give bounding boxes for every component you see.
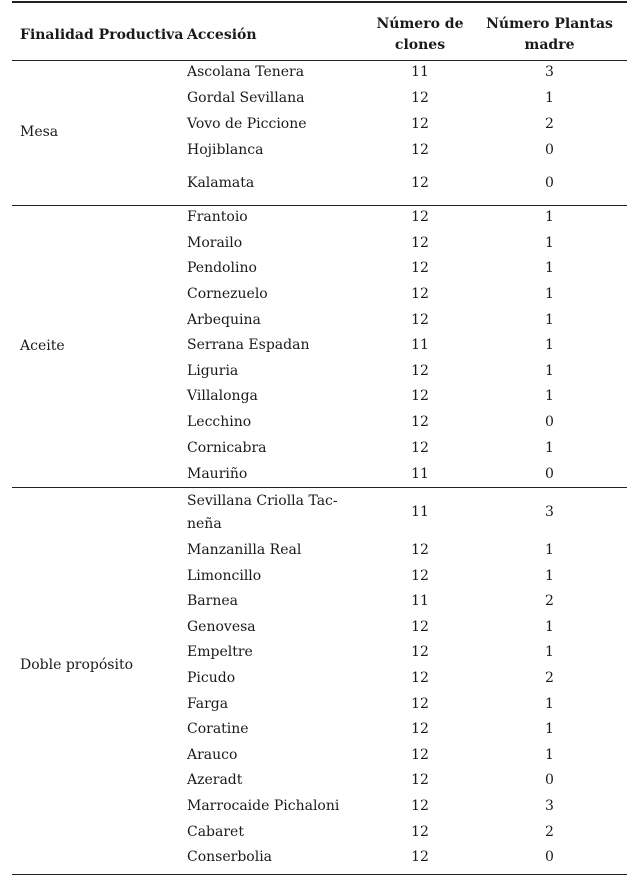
cell-clones: 12 xyxy=(411,90,429,106)
cell-plantas: 1 xyxy=(545,235,554,251)
group-label: Aceite xyxy=(20,338,65,354)
cell-accesion-line: Sevillana Criolla Tac- xyxy=(187,493,338,509)
cell-plantas: 3 xyxy=(545,504,554,520)
group-label: Mesa xyxy=(20,124,59,140)
cell-plantas: 1 xyxy=(545,388,554,404)
header-plantas xyxy=(482,14,617,56)
cell-clones: 11 xyxy=(411,337,429,353)
cell-plantas: 1 xyxy=(545,90,554,106)
cell-plantas: 0 xyxy=(545,175,554,191)
cell-accesion xyxy=(187,490,338,536)
cell-plantas: 0 xyxy=(545,142,554,158)
cell-accesion: Barnea xyxy=(187,593,238,609)
cell-plantas: 2 xyxy=(545,593,554,609)
cell-clones: 12 xyxy=(411,414,429,430)
cell-accesion: Morailo xyxy=(187,235,243,251)
cell-accesion: Genovesa xyxy=(187,619,256,635)
cell-accesion: Kalamata xyxy=(187,175,255,191)
cell-accesion: Hojiblanca xyxy=(187,142,264,158)
cell-accesion-line: neña xyxy=(187,516,222,532)
cell-clones: 12 xyxy=(411,312,429,328)
cell-clones: 12 xyxy=(411,116,429,132)
cell-accesion: Farga xyxy=(187,696,229,712)
cell-plantas: 1 xyxy=(545,209,554,225)
cell-accesion: Vovo de Piccione xyxy=(187,116,307,132)
cell-plantas: 1 xyxy=(545,619,554,635)
cell-accesion: Frantoio xyxy=(187,209,248,225)
cell-clones: 12 xyxy=(411,286,429,302)
cell-plantas: 1 xyxy=(545,260,554,276)
cell-clones: 12 xyxy=(411,849,429,865)
cell-accesion: Conserbolia xyxy=(187,849,273,865)
cell-clones: 12 xyxy=(411,260,429,276)
cell-clones: 12 xyxy=(411,670,429,686)
cell-plantas: 2 xyxy=(545,116,554,132)
cell-accesion: Empeltre xyxy=(187,644,253,660)
cell-plantas: 1 xyxy=(545,440,554,456)
cell-clones: 12 xyxy=(411,696,429,712)
cell-clones: 12 xyxy=(411,175,429,191)
cell-clones: 12 xyxy=(411,235,429,251)
cell-plantas: 0 xyxy=(545,849,554,865)
cell-plantas: 3 xyxy=(545,64,554,80)
cell-accesion: Mauriño xyxy=(187,466,248,482)
cell-accesion: Azeradt xyxy=(187,772,243,788)
cell-accesion: Arbequina xyxy=(187,312,261,328)
cell-plantas: 1 xyxy=(545,542,554,558)
cell-plantas: 1 xyxy=(545,337,554,353)
group-rule xyxy=(12,205,627,206)
cell-clones: 12 xyxy=(411,721,429,737)
cell-plantas: 0 xyxy=(545,466,554,482)
cell-clones: 12 xyxy=(411,209,429,225)
cell-clones: 11 xyxy=(411,593,429,609)
cell-plantas: 2 xyxy=(545,670,554,686)
cell-plantas: 1 xyxy=(545,696,554,712)
cell-plantas: 1 xyxy=(545,363,554,379)
cell-accesion: Coratine xyxy=(187,721,249,737)
group-label: Doble propósito xyxy=(20,657,134,673)
header-finalidad: Finalidad Productiva xyxy=(20,27,184,43)
cell-clones: 12 xyxy=(411,644,429,660)
cell-plantas: 2 xyxy=(545,824,554,840)
cell-clones: 11 xyxy=(411,466,429,482)
header-clones-line1: Número de xyxy=(376,16,464,32)
cell-accesion: Marrocaide Pichaloni xyxy=(187,798,340,814)
cell-clones: 11 xyxy=(411,64,429,80)
cell-clones: 12 xyxy=(411,542,429,558)
cell-clones: 12 xyxy=(411,798,429,814)
cell-clones: 12 xyxy=(411,619,429,635)
cell-accesion: Liguria xyxy=(187,363,239,379)
cell-accesion: Ascolana Tenera xyxy=(187,64,305,80)
header-rule xyxy=(12,60,627,61)
cell-accesion: Limoncillo xyxy=(187,568,262,584)
cell-clones: 11 xyxy=(411,504,429,520)
cell-clones: 12 xyxy=(411,363,429,379)
cell-clones: 12 xyxy=(411,440,429,456)
cell-plantas: 3 xyxy=(545,798,554,814)
header-clones-line2: clones xyxy=(394,37,446,53)
cell-plantas: 1 xyxy=(545,568,554,584)
cell-plantas: 1 xyxy=(545,286,554,302)
cell-plantas: 1 xyxy=(545,644,554,660)
cell-clones: 12 xyxy=(411,142,429,158)
bottom-rule xyxy=(12,874,627,875)
cell-accesion: Cabaret xyxy=(187,824,244,840)
top-rule xyxy=(12,1,627,3)
cell-clones: 12 xyxy=(411,568,429,584)
header-accesion: Accesión xyxy=(187,27,257,43)
cell-accesion: Gordal Sevillana xyxy=(187,90,305,106)
cell-plantas: 0 xyxy=(545,414,554,430)
cell-clones: 12 xyxy=(411,388,429,404)
cell-accesion: Cornezuelo xyxy=(187,286,268,302)
header-plantas-line2: madre xyxy=(524,37,575,53)
cell-accesion: Cornicabra xyxy=(187,440,267,456)
cell-plantas: 0 xyxy=(545,772,554,788)
cell-plantas: 1 xyxy=(545,747,554,763)
cell-accesion: Pendolino xyxy=(187,260,257,276)
cell-plantas: 1 xyxy=(545,312,554,328)
cell-accesion: Lecchino xyxy=(187,414,252,430)
cell-clones: 12 xyxy=(411,747,429,763)
cell-plantas: 1 xyxy=(545,721,554,737)
header-clones xyxy=(370,14,470,56)
group-rule xyxy=(12,487,627,488)
cell-accesion: Serrana Espadan xyxy=(187,337,310,353)
header-plantas-line1: Número Plantas xyxy=(486,16,613,32)
cell-accesion: Manzanilla Real xyxy=(187,542,302,558)
cell-accesion: Villalonga xyxy=(187,388,258,404)
cell-clones: 12 xyxy=(411,824,429,840)
cell-accesion: Picudo xyxy=(187,670,236,686)
cell-accesion: Arauco xyxy=(187,747,238,763)
cell-clones: 12 xyxy=(411,772,429,788)
